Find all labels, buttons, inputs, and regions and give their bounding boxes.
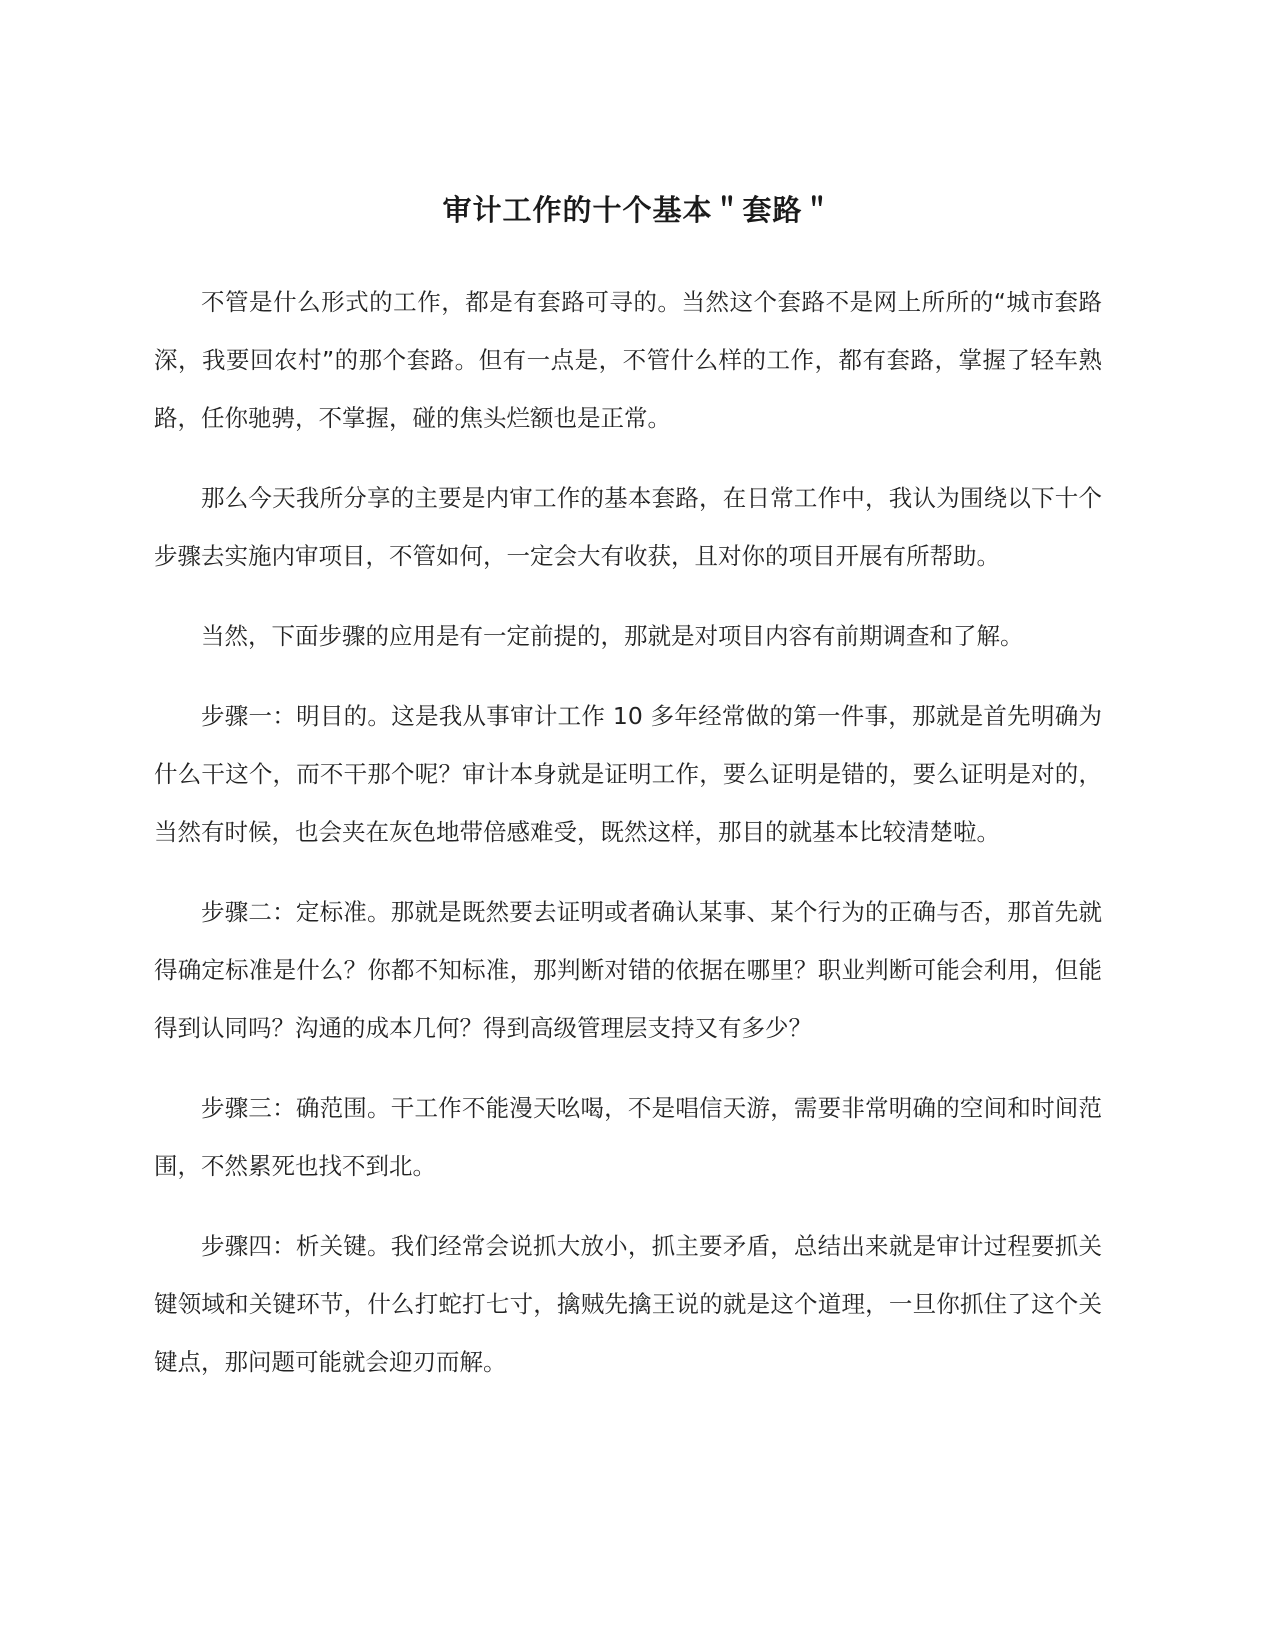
document-body — [154, 273, 1102, 1413]
paragraph-step-2: 步骤二：定标准。那就是既然要去证明或者确认某事、某个行为的正确与否，那首先就得确定标准是什么？你都不知标准，那判断对错的依据在哪里？职业判断可能会利用，但能得到认同吗？沟通的成本几何？得到高级管理层支持又有多少？ — [154, 898, 1102, 1042]
paragraph-premise: 当然，下面步骤的应用是有一定前提的，那就是对项目内容有前期调查和了解。 — [201, 622, 1024, 650]
paragraph-intro: 不管是什么形式的工作，都是有套路可寻的。当然这个套路不是网上所所的“城市套路深，我要回农村”的那个套路。但有一点是，不管什么样的工作，都有套路，掌握了轻车熟路，任你驰骋，不掌握，碰的焦头烂额也是正常。 — [154, 288, 1102, 432]
document-title: 审计工作的十个基本＂套路＂ — [442, 193, 833, 227]
paragraph-step-1: 步骤一：明目的。这是我从事审计工作 10 多年经常做的第一件事，那就是首先明确为什么干这个，而不干那个呢？审计本身就是证明工作，要么证明是错的，要么证明是对的，当然有时候，也会夹在灰色地带倍感难受，既然这样，那目的就基本比较清楚啦。 — [154, 702, 1102, 846]
paragraph-purpose: 那么今天我所分享的主要是内审工作的基本套路，在日常工作中，我认为围绕以下十个步骤去实施内审项目，不管如何，一定会大有收获，且对你的项目开展有所帮助。 — [154, 484, 1102, 570]
paragraph-step-3: 步骤三：确范围。干工作不能漫天吆喝，不是唱信天游，需要非常明确的空间和时间范围，不然累死也找不到北。 — [154, 1094, 1102, 1180]
paragraph-step-4: 步骤四：析关键。我们经常会说抓大放小，抓主要矛盾，总结出来就是审计过程要抓关键领域和关键环节，什么打蛇打七寸，擒贼先擒王说的就是这个道理，一旦你抓住了这个关键点，那问题可能就会迎刃而解。 — [154, 1232, 1102, 1376]
